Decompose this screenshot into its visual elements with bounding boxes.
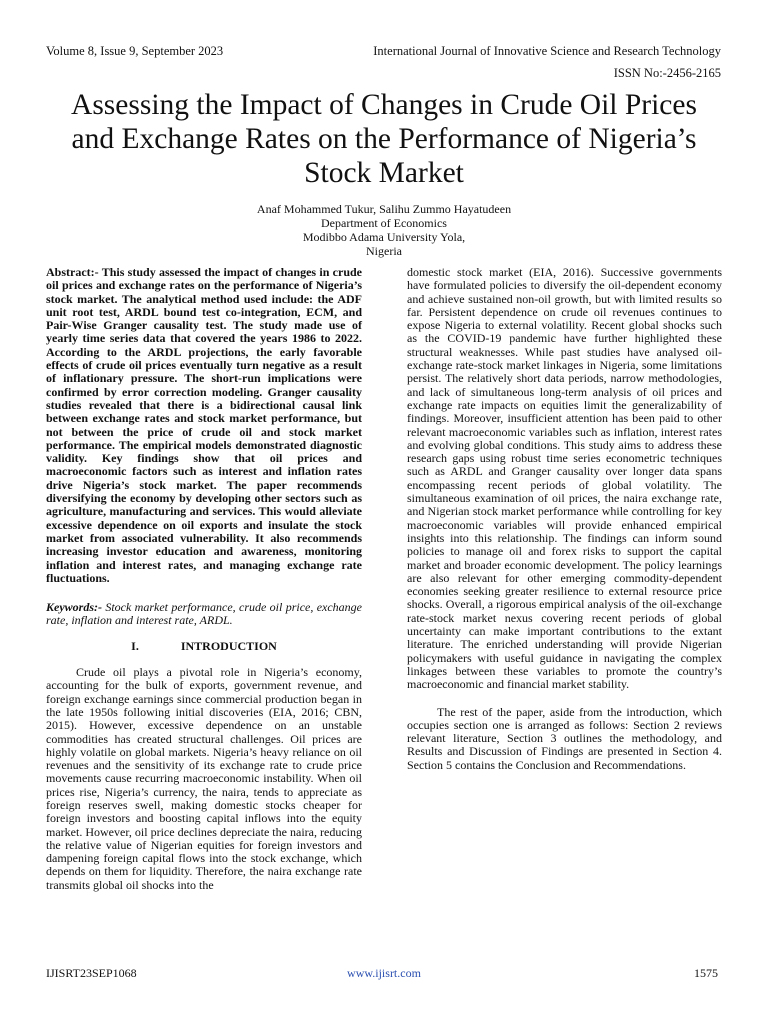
author-university: Modibbo Adama University Yola, xyxy=(302,230,466,244)
author-block xyxy=(0,202,768,258)
keywords xyxy=(46,601,362,628)
journal-name: International Journal of Innovative Science and Research Technology xyxy=(373,44,721,58)
intro-paragraph-2: The rest of the paper, aside from the introduction, which occupies section one is arranged as follows: Section 2 reviews relevant literature, Section 3 outlines the methodology, and Results and Discussion of Findings are presented in Section 4. Section 5 contains the Conclusion and Recommendations. xyxy=(407,704,722,772)
section-title: INTRODUCTION xyxy=(180,638,277,653)
issn: ISSN No:-2456-2165 xyxy=(613,66,721,80)
author-country: Nigeria xyxy=(366,244,402,258)
section-number: I. xyxy=(131,638,139,653)
keywords-label: Keywords:- xyxy=(46,600,102,615)
journal-volume-info: Volume 8, Issue 9, September 2023 xyxy=(46,44,224,58)
keywords-text: Stock market performance, crude oil price, exchange rate, inflation and interest rate, ARDL. xyxy=(46,600,362,628)
page-number: 1575 xyxy=(694,966,718,980)
section-heading-introduction xyxy=(46,640,362,653)
paper-title: Assessing the Impact of Changes in Crude Oil Prices and Exchange Rates on the Performance of Nigeria’s Stock Market xyxy=(71,89,697,189)
intro-paragraph-1-continued: domestic stock market (EIA, 2016). Successive governments have formulated policies to diversify the oil-dependent economy and achieve sustained non-oil growth, but with limited results so far. Persistent dependence on crude oil revenues continues to expose Nigeria to external volatility. Recent global shocks such as the COVID-19 pandemic have further highlighted these structural weaknesses. While past studies have analysed oil-exchange rate-stock market linkages in Nigeria, some limitations persist. The relatively short data periods, narrow methodologies, and lack of simultaneous long-term analysis of oil prices and exchange rate impacts on equities limit the generalizability of findings. Moreover, insufficient attention has been paid to other relevant macroeconomic variables such as inflation, interest rates and evolving global conditions. This study aims to address these research gaps using robust time series econometric techniques such as ARDL and Granger causality over longer data spans encompassing recent periods of global volatility. The simultaneous examination of oil prices, the naira exchange rate, and Nigerian stock market performance while controlling for key macroeconomic variables will provide enhanced empirical insights into this relationship. The findings can inform sound policies to manage oil and forex risks to support the capital market and broader economic development. The policy learnings are also relevant for other emerging commodity-dependent economies seeking greater resilience to external resource price shocks. Overall, a rigorous empirical analysis of the oil-exchange rate-stock market nexus covering recent periods of global uncertainty can make important contributions to the extant literature. The enriched understanding will provide Nigerian policymakers with useful guidance in navigating the complex linkages between these variables to promote the country’s macroeconomic and financial market stability. xyxy=(407,265,722,692)
journal-website-link[interactable]: www.ijisrt.com xyxy=(347,966,421,980)
intro-paragraph-1: Crude oil plays a pivotal role in Nigeria’s economy, accounting for the bulk of exports, government revenue, and foreign exchange earnings since commercial production began in the late 1950s following initial discoveries (EIA, 2016; CBN, 2015). However, excessive dependence on an unstable commodities has created structural challenges. Oil prices are highly volatile on global markets. Nigeria’s heavy reliance on oil revenues and the sensitivity of its exchange rate to crude price movements cause recurring macroeconomic instability. When oil prices rise, Nigeria’s currency, the naira, tends to appreciate as foreign reserves swell, making domestic stocks cheaper for foreign investors and boosting capital inflows into the equity market. However, oil price declines depreciate the naira, reducing the relative value of Nigerian equities for foreign investors and dampening foreign capital flows into the stock exchange, which depends on them for liquidity. Therefore, the naira exchange rate transmits global oil shocks into the xyxy=(46,665,362,892)
abstract: Abstract:- This study assessed the impact of changes in crude oil prices and exchange rates on the performance of Nigeria’s stock market. The analytical method used include: the ADF unit root test, ARDL bound test co-integration, ECM, and Pair-Wise Granger causality test. The study made use of yearly time series data that covered the years 1986 to 2022. According to the ARDL projections, the early favorable effects of crude oil prices eventually turn negative as a result of inflationary pressure. The short-run implications were confirmed by error correction modeling. Granger causality studies revealed that there is a bidirectional causal link between exchange rates and stock market performance, but not between the price of crude oil and stock market performance. The empirical models demonstrated diagnostic validity. Key findings show that oil prices and macroeconomic factors such as interest and inflation rates drive Nigeria’s stock market. The paper recommends diversifying the economy by developing other sectors such as agriculture, manufacturing and services. This would alleviate excessive dependence on oil exports and insulate the stock market from associated vulnerability. It also recommends increasing investor education and awareness, monitoring inflation and interest rates, and managing exchange rate fluctuations. xyxy=(46,265,362,585)
author-names: Anaf Mohammed Tukur, Salihu Zummo Hayatudeen xyxy=(256,202,512,216)
left-column xyxy=(46,266,362,892)
paper-id: IJISRT23SEP1068 xyxy=(46,966,137,980)
right-column xyxy=(407,266,722,772)
author-department: Department of Economics xyxy=(321,216,447,230)
